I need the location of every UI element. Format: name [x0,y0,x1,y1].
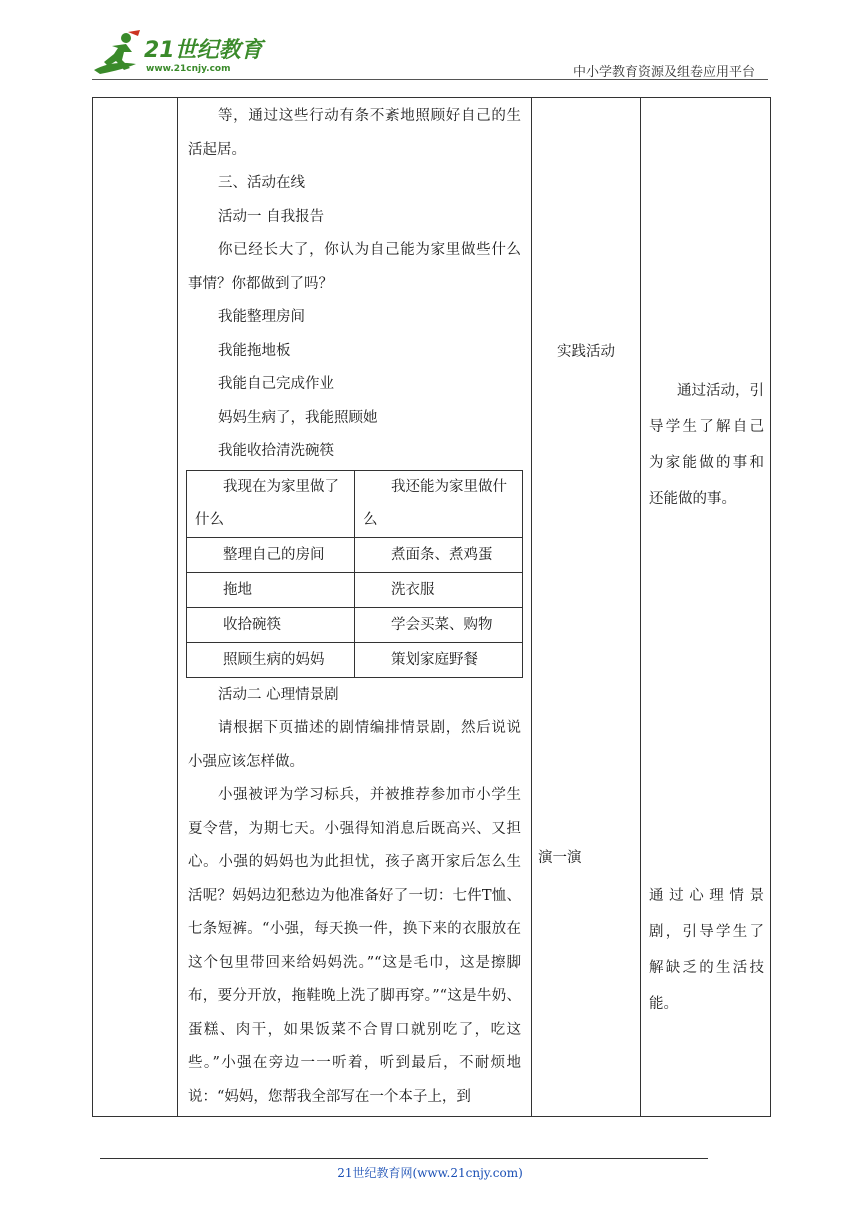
table-row [187,572,523,607]
goal-one-text: 通过活动，引导学生了解自己为家能做的事和还能做的事。 [649,383,764,507]
list-item: 我能整理房间 [218,309,305,325]
list-item: 妈妈生病了，我能照顾她 [218,409,378,426]
table-cell: 照顾生病的妈妈 [187,642,355,677]
lesson-content [178,98,531,1114]
table-row [187,642,523,677]
activity-column [532,98,641,1117]
activity-two-title: 活动二 心理情景剧 [218,686,339,703]
runner-logo-icon [92,30,144,78]
footer-divider [100,1158,708,1159]
footer-link[interactable]: 21世纪教育网(www.21cnjy.com) [337,1166,523,1180]
content-column [178,98,532,1117]
page-header [0,0,860,90]
table-header-cell: 我现在为家里做了什么 [187,470,355,537]
activity-type-roleplay: 演一演 [538,850,582,866]
site-logo[interactable] [92,30,262,80]
table-cell: 煮面条、煮鸡蛋 [355,537,523,572]
goal-one [649,373,764,517]
activity-two-instruction: 请根据下页描述的剧情编排情景剧，然后说说小强应该怎样做。 [188,720,521,770]
stage-column [93,98,178,1117]
section-heading: 三、活动在线 [218,175,305,191]
logo-title: 21世纪教育 [144,38,263,63]
table-row [187,537,523,572]
activity-one-question: 你已经长大了，你认为自己能为家里做些什么事情？你都做到了吗？ [188,242,521,292]
table-cell: 整理自己的房间 [187,537,355,572]
table-header-cell: 我还能为家里做什么 [355,470,523,537]
platform-name: 中小学教育资源及组卷应用平台 [572,65,755,80]
list-item: 我能自己完成作业 [218,376,334,392]
table-row [187,607,523,642]
table-cell: 策划家庭野餐 [355,642,523,677]
table-cell: 学会买菜、购物 [355,607,523,642]
header-divider [92,79,768,80]
table-cell: 洗衣服 [355,572,523,607]
chores-table [186,470,523,678]
goal-column [641,98,771,1117]
activity-type-practice: 实践活动 [557,344,615,360]
list-item: 我能收拾清洗碗筷 [218,443,334,459]
paragraph-intro: 等，通过这些行动有条不紊地照顾好自己的生活起居。 [188,108,521,158]
goal-two: 通过心理情景剧，引导学生了解缺乏的生活技能。 [649,888,764,1012]
logo-url: www.21cnjy.com [146,64,231,74]
activity-one-title: 活动一 自我报告 [218,208,325,225]
story-paragraph: 小强被评为学习标兵，并被推荐参加市小学生夏令营，为期七天。小强得知消息后既高兴、又担心。小强的妈妈也为此担忧，孩子离开家后怎么生活呢？妈妈边犯愁边为他准备好了一切：七件T恤、七条短裤。“小强，每天换一件，换下来的衣服放在这个包里带回来给妈妈洗。”“这是毛巾，这是擦脚布，要分开放，拖鞋晚上洗了脚再穿。”“这是牛奶、蛋糕、肉干，如果饭菜不合胃口就别吃了，吃这些。”小强在旁边一一听着，听到最后，不耐烦地说：“妈妈，您帮我全部写在一个本子上，到 [188,787,521,1105]
table-cell: 收拾碗筷 [187,607,355,642]
list-item: 我能拖地板 [218,342,291,359]
table-header-row [187,470,523,537]
table-cell: 拖地 [187,572,355,607]
lesson-table [92,97,771,1117]
